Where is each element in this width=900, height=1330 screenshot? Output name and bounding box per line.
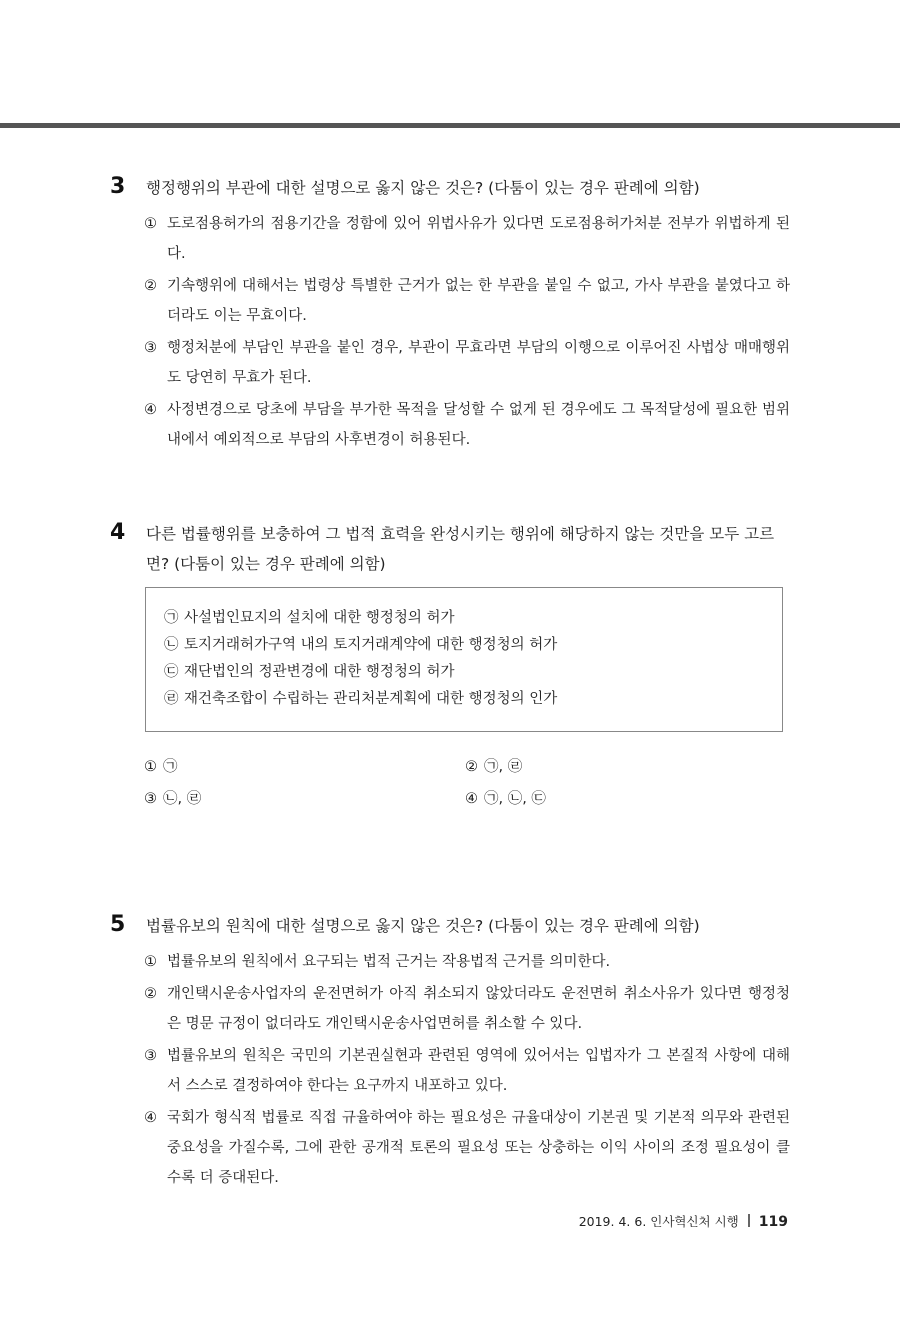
choice-text: 국회가 형식적 법률로 직접 규율하여야 하는 필요성은 규율대상이 기본권 및 기본적 의무와 관련된 중요성을 가질수록, 그에 관한 공개적 토론의 필요성 또는 상충하는 이익 사이의 조정 필요성이 클수록 더 증대된다. [167, 1110, 790, 1186]
statement-marker: ㉢ [164, 664, 179, 680]
question-5 [110, 911, 790, 1193]
choice-text: 도로점용허가의 점용기간을 정함에 있어 위법사유가 있다면 도로점용허가처분 전부가 위법하게 된다. [167, 216, 790, 262]
question-text: 법률유보의 원칙에 대한 설명으로 옳지 않은 것은? (다툼이 있는 경우 판례에 의함) [146, 917, 700, 935]
question-number: 4 [110, 520, 126, 545]
choice-marker: ① [144, 954, 157, 970]
statement-box [145, 587, 783, 732]
choice-marker: ④ [144, 1110, 157, 1126]
statement-item [164, 659, 782, 686]
option-1[interactable] [144, 755, 178, 779]
choice-4[interactable] [110, 1103, 790, 1193]
choice-text: 개인택시운송사업자의 운전면허가 아직 취소되지 않았더라도 운전면허 취소사유가 있다면 행정청은 명문 규정이 없더라도 개인택시운송사업면허를 취소할 수 있다. [167, 986, 790, 1032]
page-number: 119 [758, 1214, 788, 1230]
choice-text: 법률유보의 원칙에서 요구되는 법적 근거는 작용법적 근거를 의미한다. [167, 954, 611, 970]
option-text: ㉠, ㉣ [484, 759, 523, 775]
choice-3[interactable] [110, 333, 790, 393]
question-number: 5 [110, 912, 126, 937]
header-rule [0, 123, 900, 128]
statement-text: 토지거래허가구역 내의 토지거래계약에 대한 행정청의 허가 [184, 637, 558, 653]
choice-marker: ③ [144, 340, 157, 356]
statement-text: 재건축조합이 수립하는 관리처분계획에 대한 행정청의 인가 [184, 691, 558, 707]
option-marker: ① [144, 759, 157, 775]
choice-text: 기속행위에 대해서는 법령상 특별한 근거가 없는 한 부관을 붙일 수 없고, 가사 부관을 붙였다고 하더라도 이는 무효이다. [167, 278, 790, 324]
page-footer [579, 1212, 788, 1230]
statement-marker: ㉠ [164, 610, 179, 626]
question-number: 3 [110, 174, 126, 199]
choice-text: 행정처분에 부담인 부관을 붙인 경우, 부관이 무효라면 부담의 이행으로 이루어진 사법상 매매행위도 당연히 무효가 된다. [167, 340, 790, 386]
choice-marker: ② [144, 278, 157, 294]
option-text: ㉠ [163, 759, 178, 775]
statement-item [164, 686, 782, 713]
question-stem [110, 519, 790, 579]
choice-marker: ② [144, 986, 157, 1002]
statement-text: 재단법인의 정관변경에 대한 행정청의 허가 [184, 664, 455, 680]
statement-marker: ㉡ [164, 637, 179, 653]
option-3[interactable] [144, 787, 201, 811]
choice-1[interactable] [110, 947, 790, 977]
choice-text: 법률유보의 원칙은 국민의 기본권실현과 관련된 영역에 있어서는 입법자가 그 본질적 사항에 대해서 스스로 결정하여야 한다는 요구까지 내포하고 있다. [167, 1048, 790, 1094]
option-marker: ③ [144, 791, 157, 807]
statement-marker: ㉣ [164, 691, 179, 707]
choice-marker: ① [144, 216, 157, 232]
choice-text: 사정변경으로 당초에 부담을 부가한 목적을 달성할 수 없게 된 경우에도 그 목적달성에 필요한 범위 내에서 예외적으로 부담의 사후변경이 허용된다. [167, 402, 790, 448]
option-text: ㉡, ㉣ [163, 791, 202, 807]
option-text: ㉠, ㉡, ㉢ [484, 791, 546, 807]
footer-divider [748, 1214, 750, 1227]
question-text: 행정행위의 부관에 대한 설명으로 옳지 않은 것은? (다툼이 있는 경우 판례에 의함) [146, 179, 700, 197]
question-stem [110, 911, 790, 941]
statement-text: 사설법인묘지의 설치에 대한 행정청의 허가 [184, 610, 455, 626]
exam-info: 2019. 4. 6. 인사혁신처 시행 [578, 1214, 739, 1229]
choice-marker: ③ [144, 1048, 157, 1064]
statement-item [164, 605, 782, 632]
choice-1[interactable] [110, 209, 790, 269]
statement-item [164, 632, 782, 659]
option-marker: ④ [465, 791, 478, 807]
choice-3[interactable] [110, 1041, 790, 1101]
choice-4[interactable] [110, 395, 790, 455]
question-stem [110, 173, 790, 203]
question-3 [110, 173, 790, 455]
option-4[interactable] [465, 787, 546, 811]
question-4 [110, 519, 790, 579]
option-2[interactable] [465, 755, 522, 779]
choice-2[interactable] [110, 979, 790, 1039]
question-text: 다른 법률행위를 보충하여 그 법적 효력을 완성시키는 행위에 해당하지 않는 것만을 모두 고르면? (다툼이 있는 경우 판례에 의함) [146, 525, 775, 573]
option-marker: ② [465, 759, 478, 775]
choice-marker: ④ [144, 402, 157, 418]
choice-2[interactable] [110, 271, 790, 331]
